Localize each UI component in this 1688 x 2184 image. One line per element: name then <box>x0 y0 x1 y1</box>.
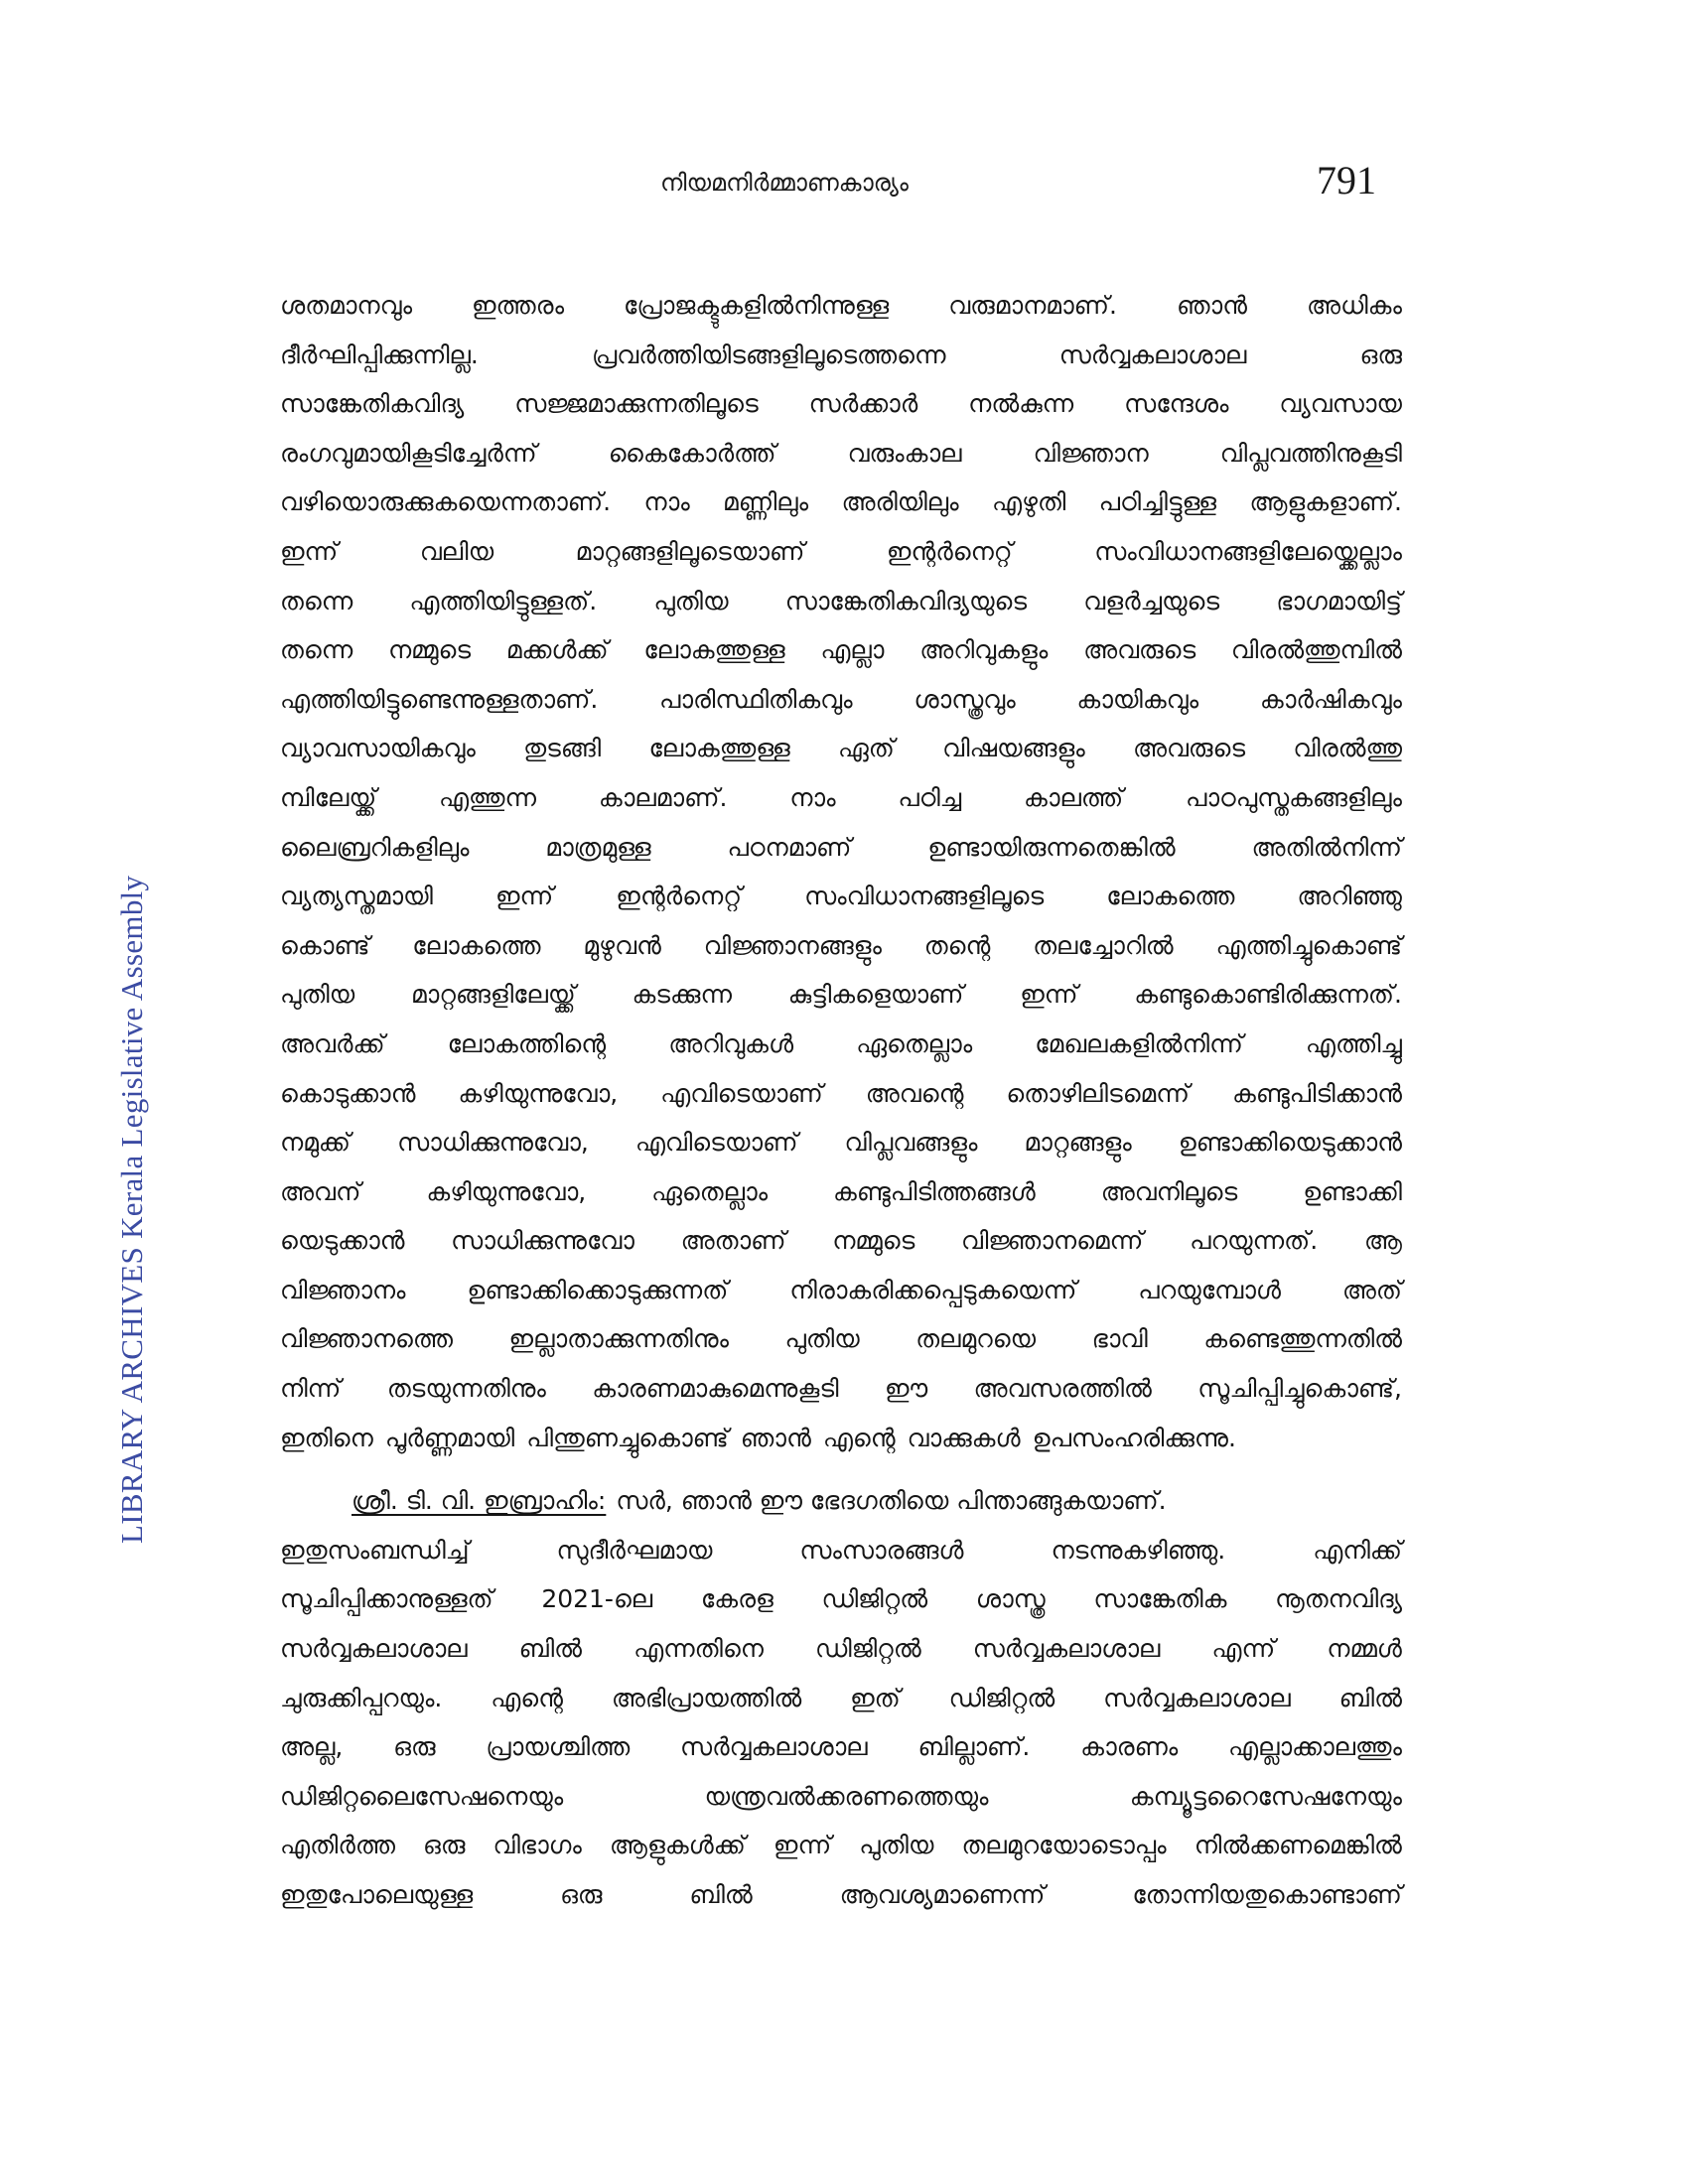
word: അവനിലൂടെ <box>1100 1176 1238 1206</box>
word: നമുക്ക് <box>280 1128 352 1158</box>
word: നമ്മുടെ <box>387 635 472 665</box>
text-line <box>280 1772 1402 1822</box>
word: പഠിച്ചിട്ടുള്ള <box>1098 487 1217 517</box>
word: ഞാൻ <box>740 1423 811 1452</box>
word: ഈ <box>884 1374 928 1404</box>
word: മ്പിലേയ്ക്ക് <box>280 782 377 812</box>
text-line <box>280 331 1402 380</box>
word: അരിയിലും <box>841 487 959 517</box>
word: പറയുമ്പോൾ <box>1138 1275 1282 1304</box>
word: സാധിക്കുന്നുവോ <box>451 1226 634 1256</box>
word: കൈകോർത്ത് <box>608 438 776 468</box>
word: സാങ്കേതികവിദ്യയുടെ <box>784 586 1028 615</box>
word: സാധിക്കുന്നുവോ, <box>397 1128 589 1158</box>
word: മാത്രമുള്ള <box>545 832 651 862</box>
word: സാങ്കേതികവിദ്യ <box>280 389 465 419</box>
word: കഴിയുന്നുവോ, <box>426 1176 587 1206</box>
text-line <box>280 625 1402 675</box>
word: തൊഴിലിടമെന്ന് <box>1006 1078 1191 1108</box>
word: ആവശ്യമാണെന്ന് <box>839 1880 1046 1909</box>
word: സർവ്വകലാശാല <box>972 1634 1161 1664</box>
word: ഉപസംഹരിക്കുന്നു. <box>1032 1423 1236 1452</box>
word: ഭാഗമായിട്ട് <box>1276 586 1402 615</box>
word: രംഗവുമായികൂടിച്ചേർന്ന് <box>280 438 537 468</box>
text-line <box>280 281 1402 331</box>
text-line <box>280 1722 1402 1772</box>
word: ബിൽ <box>518 1634 583 1664</box>
word: എവിടെയാണ് <box>660 1078 823 1108</box>
word: ഡിജിറ്റൽ <box>815 1634 921 1664</box>
word: ഒരു <box>423 1831 466 1860</box>
text-line <box>280 1674 1402 1723</box>
word: ശാസ്ത്ര <box>975 1584 1046 1614</box>
word: കാലമാണ്. <box>598 782 728 812</box>
word: കായികവും <box>1076 684 1199 714</box>
word: നടന്നുകഴിഞ്ഞു. <box>1051 1535 1226 1565</box>
text-line <box>280 1069 1402 1119</box>
word: മേഖലകളിൽനിന്ന് <box>1035 1028 1243 1058</box>
word: ലോകത്തുള്ള <box>648 734 790 763</box>
word: മക്കൾക്ക് <box>505 635 609 665</box>
word: കമ്പ്യൂട്ടറൈസേഷനേയും <box>1129 1781 1402 1811</box>
word: ലോകത്തെ <box>412 930 541 960</box>
word: അതിൽനിന്ന് <box>1251 832 1402 862</box>
word: ഇന്റർനെറ്റ് <box>616 882 743 911</box>
word: എത്തുന്ന <box>438 782 537 812</box>
word: വാക്കുകൾ <box>907 1423 1021 1452</box>
word: കേരള <box>700 1584 774 1614</box>
word: പറയുന്നത്. <box>1190 1226 1319 1256</box>
word: എത്തിച്ചുകൊണ്ട് <box>1215 930 1402 960</box>
word: ഇന്ന് <box>494 882 554 911</box>
word: ഉണ്ടാക്കിക്കൊടുക്കുന്നത് <box>467 1275 729 1304</box>
word: പഠനമാണ് <box>727 832 852 862</box>
word: തുടങ്ങി <box>523 734 602 763</box>
word: വിരൽത്തു <box>1293 734 1402 763</box>
word: മുഴുവൻ <box>583 930 661 960</box>
text-line <box>280 970 1402 1020</box>
word: തന്നെ <box>280 635 353 665</box>
word: സംസാരങ്ങൾ <box>799 1535 964 1565</box>
text-line <box>280 1216 1402 1266</box>
word: വളർച്ചയുടെ <box>1083 586 1220 615</box>
word: ചുരുക്കിപ്പറയും. <box>280 1683 443 1712</box>
word: ശാസ്ത്രവും <box>914 684 1016 714</box>
running-title: നിയമനിർമ്മാണകാര്യം <box>660 169 909 197</box>
word: ഏത് <box>837 734 895 763</box>
word: സന്ദേശം <box>1124 389 1229 419</box>
word: സംവിധാനങ്ങളിലേയ്ക്കെല്ലാം <box>1094 536 1402 566</box>
word: ഇതിനെ <box>280 1423 373 1452</box>
word: എത്തിയിട്ടുള്ളത്. <box>409 586 598 615</box>
word: ആ <box>1363 1226 1402 1256</box>
word: ഇന്റർനെറ്റ് <box>886 536 1013 566</box>
word: തന്റെ <box>923 930 991 960</box>
archive-watermark: LIBRARY ARCHIVES Kerala Legislative Assembly <box>114 875 149 1544</box>
word: വിജ്ഞാനം <box>280 1275 406 1304</box>
word: പുതിയ <box>784 1324 860 1354</box>
text-line <box>280 872 1402 921</box>
word: തടയുന്നതിനും <box>386 1374 546 1404</box>
body-text <box>280 281 1402 1920</box>
word: ഇല്ലാതാക്കുന്നതിനും <box>508 1324 729 1354</box>
word: പുതിയ <box>859 1831 934 1860</box>
text-line <box>280 724 1402 773</box>
word: നാം <box>643 487 690 517</box>
word: വിജ്ഞാനമെന്ന് <box>961 1226 1144 1256</box>
word: വ്യത്യസ്തമായി <box>280 882 433 911</box>
word: സുദീർഘമായ <box>556 1535 713 1565</box>
word: എന്ന് <box>1211 1634 1276 1664</box>
word: തോന്നിയതുകൊണ്ടാണ് <box>1132 1880 1402 1909</box>
word: കാലത്ത് <box>1023 782 1124 812</box>
text-line <box>280 1364 1402 1414</box>
word: വിജ്ഞാനങ്ങളും <box>703 930 882 960</box>
word: ശതമാനവും <box>280 291 413 320</box>
word: നിന്ന് <box>280 1374 342 1404</box>
text-line <box>280 823 1402 873</box>
word: എനിക്ക് <box>1313 1535 1402 1565</box>
word: അവന്റെ <box>865 1078 964 1108</box>
word: മാറ്റങ്ങളിലേയ്ക്ക് <box>410 980 576 1010</box>
word: പുതിയ <box>653 586 729 615</box>
word: മണ്ണിലും <box>723 487 809 517</box>
word: സർവ്വകലാശാല <box>280 1634 468 1664</box>
word: അധികം <box>1307 291 1402 320</box>
text-line <box>280 1870 1402 1920</box>
word: എതിർത്ത <box>280 1831 395 1860</box>
word: ലോകത്തിന്റെ <box>447 1028 607 1058</box>
word: ഒരു <box>1359 340 1402 369</box>
speaker-name: ശ്രീ. ടി. വി. ഇബ്രാഹിം: <box>352 1486 607 1516</box>
word: അറിവുകളും <box>919 635 1049 665</box>
word: എല്ലാക്കാലത്തും <box>1228 1732 1402 1762</box>
word: അത് <box>1341 1275 1402 1304</box>
word: കാർഷികവും <box>1259 684 1402 714</box>
word: സർവ്വകലാശാല <box>680 1732 868 1762</box>
word: പ്രോജക്ടുകളിൽനിന്നുള്ള <box>624 291 890 320</box>
text-line <box>280 1020 1402 1069</box>
word: യന്ത്രവൽക്കരണത്തെയും <box>704 1781 989 1811</box>
word: ഇത് <box>850 1683 901 1712</box>
word: വിപ്ലവങ്ങളും <box>844 1128 978 1158</box>
word: വിപ്ലവത്തിനുകൂടി <box>1219 438 1402 468</box>
word: നാം <box>789 782 836 812</box>
word: എഴുതി <box>991 487 1066 517</box>
word: പൂർണ്ണമായി <box>384 1423 515 1452</box>
word: ഡിജിറ്റൽ <box>821 1584 928 1614</box>
word: അവർക്ക് <box>280 1028 385 1058</box>
text-line <box>280 1266 1402 1315</box>
word: സൂചിപ്പിക്കാനുള്ളത് <box>280 1584 493 1614</box>
word: ബില്ലാണ്. <box>917 1732 1031 1762</box>
word: കാരണം <box>1080 1732 1179 1762</box>
word: നൂതനവിദ്യ <box>1275 1584 1402 1614</box>
word: ഇന്ന് <box>773 1831 832 1860</box>
word: വലിയ <box>419 536 494 566</box>
word: കണ്ടുപിടിത്തങ്ങൾ <box>833 1176 1036 1206</box>
text-line <box>280 1821 1402 1870</box>
word: ദീർഘിപ്പിക്കുന്നില്ല. <box>280 340 479 369</box>
word: എത്തിച്ചു <box>1305 1028 1402 1058</box>
word: ഭാവി <box>1091 1324 1148 1354</box>
word: കണ്ടുകൊണ്ടിരിക്കുന്നത്. <box>1134 980 1402 1010</box>
word: എന്റെ <box>822 1423 896 1452</box>
word: ഒരു <box>393 1732 436 1762</box>
word: സർക്കാർ <box>808 389 918 419</box>
word: കണ്ടെത്തുന്നതിൽ <box>1203 1324 1402 1354</box>
word: ഏതെല്ലാം <box>856 1028 973 1058</box>
text-line <box>280 1624 1402 1674</box>
text-line <box>280 379 1402 429</box>
word: എന്റെ <box>491 1683 564 1712</box>
paragraph-1 <box>280 281 1402 1462</box>
word: വിഷയങ്ങളും <box>942 734 1085 763</box>
word: വിരൽത്തുമ്പിൽ <box>1230 635 1402 665</box>
word: ഇന്ന് <box>280 536 339 566</box>
word: സജ്ജമാക്കുന്നതിലൂടെ <box>514 389 759 419</box>
text-line <box>280 527 1402 577</box>
word: കൊണ്ട് <box>280 930 370 960</box>
word: നമ്മൾ <box>1327 1634 1402 1664</box>
paragraph-gap <box>280 1462 1402 1476</box>
word: പുതിയ <box>280 980 355 1010</box>
word: ലോകത്തെ <box>1106 882 1235 911</box>
word: പ്രവർത്തിയിടങ്ങളിലൂടെത്തന്നെ <box>592 340 946 369</box>
text-line <box>280 1167 1402 1217</box>
word: അവസരത്തിൽ <box>973 1374 1152 1404</box>
word: ആളുകൾക്ക് <box>609 1831 746 1860</box>
word: കടക്കുന്ന <box>632 980 732 1010</box>
paragraph-indent <box>280 1476 352 1526</box>
word: കണ്ടുപിടിക്കാൻ <box>1231 1078 1402 1108</box>
word: ഒരു <box>560 1880 603 1909</box>
word: ഏതെല്ലാം <box>651 1176 769 1206</box>
word: എന്നതിനെ <box>633 1634 764 1664</box>
text-line <box>280 1574 1402 1624</box>
word: ഡിജിറ്റൽ <box>948 1683 1055 1712</box>
text-line <box>280 1414 1402 1463</box>
word: ആളുകളാണ്. <box>1249 487 1402 517</box>
word: തലമുറയെ <box>915 1324 1037 1354</box>
word: നമ്മുടെ <box>832 1226 915 1256</box>
word: അറിഞ്ഞു <box>1297 882 1402 911</box>
word: തന്നെ <box>280 586 353 615</box>
word: സർവ്വകലാശാല <box>1058 340 1247 369</box>
text-line <box>280 577 1402 626</box>
word: പ്രായശ്ചിത്ത <box>486 1732 631 1762</box>
word: വഴിയൊരുക്കുകയെന്നതാണ്. <box>280 487 612 517</box>
word: വിജ്ഞാന <box>1033 438 1149 468</box>
word: ലൈബ്രറികളിലും <box>280 832 470 862</box>
page-number: 791 <box>1317 158 1376 203</box>
word: അവരുടെ <box>1083 635 1196 665</box>
text-line <box>280 1314 1402 1364</box>
word: ഉണ്ടായിരുന്നതെങ്കിൽ <box>927 832 1176 862</box>
word: എത്തിയിട്ടുണ്ടെന്നുള്ളതാണ്. <box>280 684 599 714</box>
word: മാറ്റങ്ങളിലൂടെയാണ് <box>575 536 805 566</box>
word: എല്ലാ <box>820 635 885 665</box>
word: സൂചിപ്പിച്ചുകൊണ്ട്, <box>1197 1374 1402 1404</box>
word: യെടുക്കാൻ <box>280 1226 405 1256</box>
word: കഴിയുന്നുവോ, <box>458 1078 619 1108</box>
text-line <box>280 1476 1402 1526</box>
word: നൽകുന്ന <box>968 389 1074 419</box>
word: വ്യവസായ <box>1279 389 1402 419</box>
word: വിജ്ഞാനത്തെ <box>280 1324 454 1354</box>
word: ലോകത്തുള്ള <box>643 635 785 665</box>
word: ഇതുപോലെയുള്ള <box>280 1880 474 1909</box>
word: ഡിജിറ്റലൈസേഷനെയും <box>280 1781 564 1811</box>
text-line <box>280 1526 1402 1575</box>
word: കാരണമാകുമെന്നുകൂടി <box>592 1374 839 1404</box>
speaker-line-rest: സർ, ഞാൻ ഈ ഭേദഗതിയെ പിന്താങ്ങുകയാണ്. <box>616 1486 1167 1516</box>
word: കുട്ടികളെയാണ് <box>787 980 964 1010</box>
word: ഇന്ന് <box>1020 980 1078 1010</box>
word: അവരുടെ <box>1132 734 1246 763</box>
text-line <box>280 921 1402 971</box>
word: ബിൽ <box>1338 1683 1402 1712</box>
word: വ്യാവസായികവും <box>280 734 476 763</box>
word: സർവ്വകലാശാല <box>1103 1683 1291 1712</box>
word: തലച്ചോറിൽ <box>1033 930 1174 960</box>
word: അല്ല, <box>280 1732 344 1762</box>
word: അവന് <box>280 1176 361 1206</box>
word: പാരിസ്ഥിതികവും <box>659 684 853 714</box>
word: തലമുറയോടൊപ്പം <box>961 1831 1167 1860</box>
word: വരുംകാല <box>847 438 962 468</box>
word: പിന്തുണച്ചുകൊണ്ട് <box>526 1423 729 1452</box>
word: എവിടെയാണ് <box>634 1128 798 1158</box>
word: അറിവുകൾ <box>668 1028 794 1058</box>
word: ബിൽ <box>689 1880 753 1909</box>
word: 2021-ലെ <box>541 1584 653 1614</box>
word: നിരാകരിക്കപ്പെടുകയെന്ന് <box>789 1275 1077 1304</box>
word: വിഭാഗം <box>492 1831 582 1860</box>
word: സംവിധാനങ്ങളിലൂടെ <box>804 882 1045 911</box>
word: മാറ്റങ്ങളും <box>1024 1128 1132 1158</box>
word: ഇത്തരം <box>472 291 565 320</box>
word: അഭിപ്രായത്തിൽ <box>611 1683 802 1712</box>
word: ഞാൻ <box>1176 291 1248 320</box>
word: ഉണ്ടാക്കി <box>1303 1176 1402 1206</box>
text-line <box>280 773 1402 823</box>
word: പാഠപുസ്തകങ്ങളിലും <box>1186 782 1402 812</box>
paragraph-2 <box>280 1476 1402 1919</box>
text-line <box>280 429 1402 478</box>
word: പഠിച്ച <box>898 782 962 812</box>
word: ഇതുസംബന്ധിച്ച് <box>280 1535 470 1565</box>
word: കൊടുക്കാൻ <box>280 1078 416 1108</box>
text-line <box>280 478 1402 527</box>
text-line <box>280 675 1402 725</box>
text-line <box>280 1118 1402 1167</box>
word: അതാണ് <box>680 1226 786 1256</box>
word: വരുമാനമാണ്. <box>948 291 1118 320</box>
word: നിൽക്കണമെങ്കിൽ <box>1194 1831 1402 1860</box>
word: ഉണ്ടാക്കിയെടുക്കാൻ <box>1178 1128 1402 1158</box>
word: സാങ്കേതിക <box>1093 1584 1227 1614</box>
